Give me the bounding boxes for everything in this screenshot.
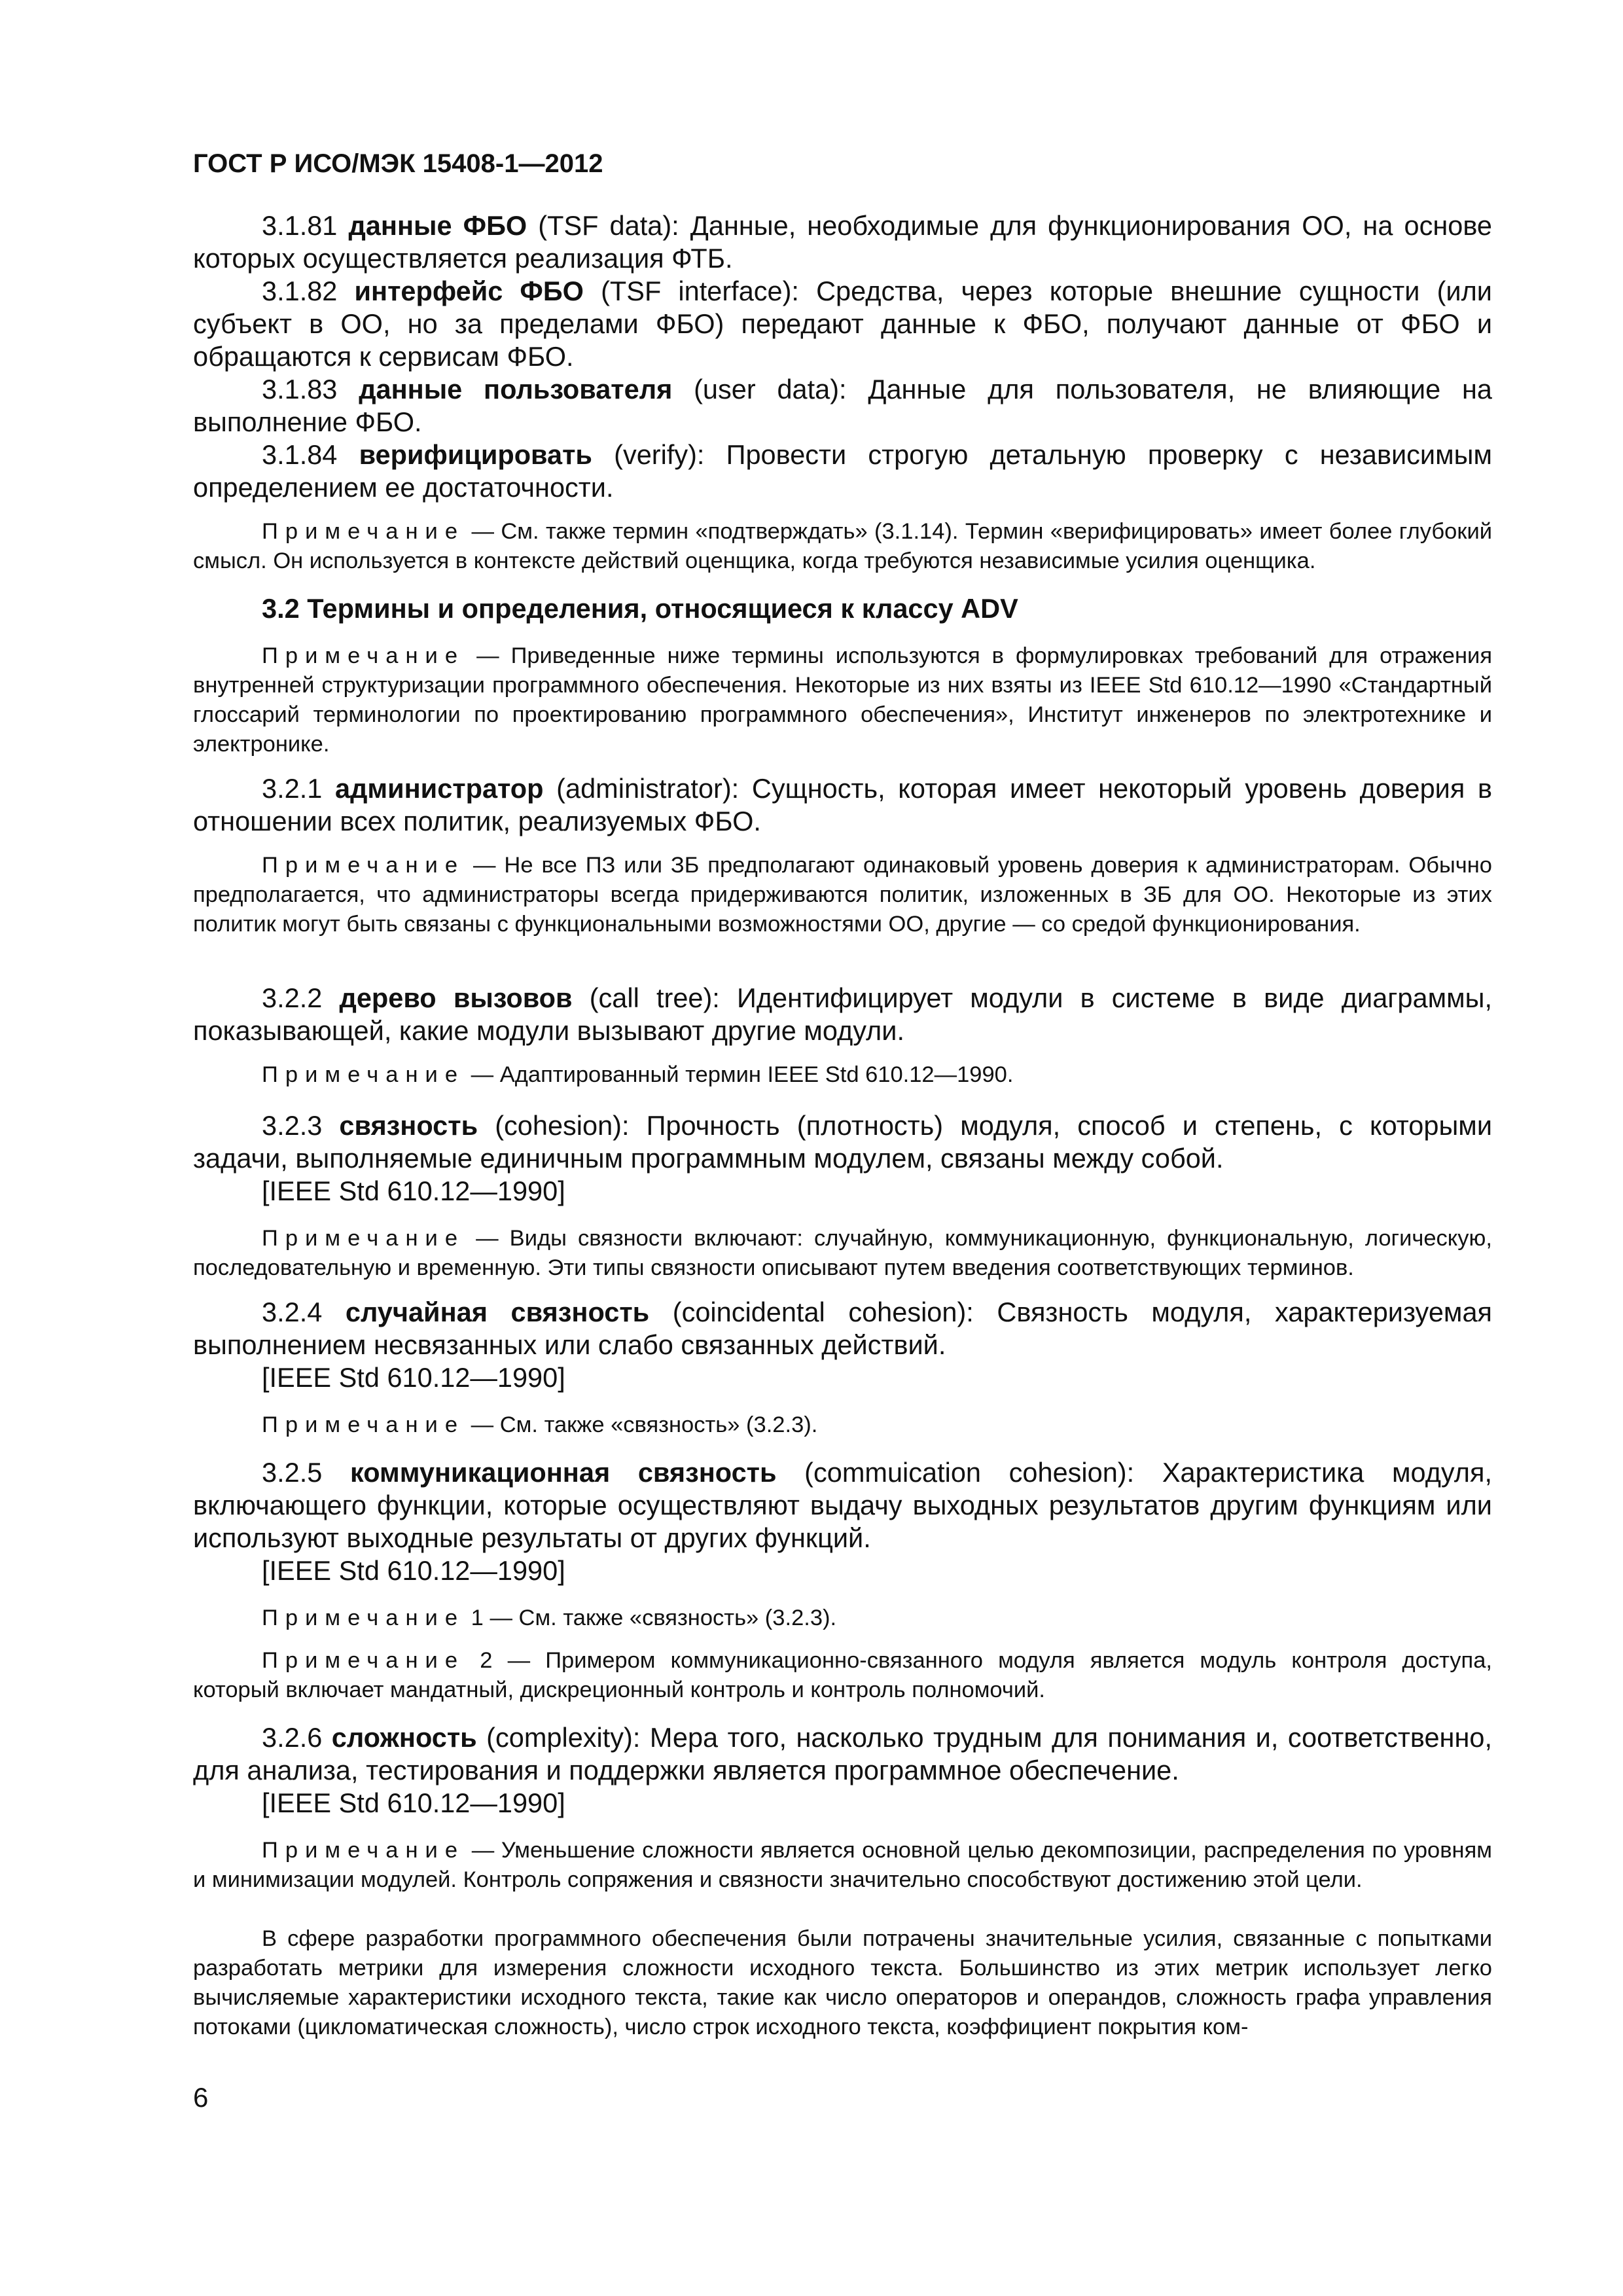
note-3-2-6-paragraph: В сфере разработки программного обеспечения были потрачены значительные усилия, связанные с попытками разработать метрики для измерения сложности исходного текста. Большинство из этих метрик использует легко вычисляемые характеристики исходного текста, такие как число операторов и операндов, сложность графа управления потоками (цикломатическая сложность), число строк исходного текста, коэффициент покрытия ком-: [193, 1926, 1492, 2039]
term-definition: (verify): Провести строгую детальную проверку с независимым определением ее достаточности.: [193, 439, 1493, 503]
note-3-2-3: [193, 1224, 1492, 1283]
term-name: случайная связность: [345, 1297, 650, 1327]
term-3-2-4: [193, 1296, 1492, 1361]
section-heading-3-2: 3.2 Термины и определения, относящиеся к классу ADV: [262, 593, 1018, 624]
note-label: Примечание: [262, 1062, 465, 1087]
note-3-2: [193, 641, 1492, 759]
term-3-2-2: [193, 982, 1492, 1047]
page-number: 6: [193, 2082, 209, 2113]
term-number: 3.1.81: [262, 210, 338, 241]
note-3-2-5-2: [193, 1646, 1492, 1705]
term-number: 3.2.6: [262, 1722, 323, 1753]
term-name: верифицировать: [359, 439, 592, 470]
note-text: — Приведенные ниже термины используются в формулировках требований для отражения внутренней структуризации программного обеспечения. Некоторые из них взяты из IEEE Std 610.12—1990 «Стандартный глоссарий терминологии по проектированию программного обеспечения», Институт инженеров по электротехнике и электронике.: [193, 643, 1492, 757]
term-name: дерево вызовов: [339, 982, 573, 1013]
note-label: Примечание: [262, 1605, 465, 1630]
note-label: Примечание: [262, 1226, 465, 1251]
note-3-2-5-1: [193, 1604, 1492, 1633]
note-3-1-84: [193, 517, 1492, 576]
term-definition: (TSF interface): Средства, через которые внешние сущности (или субъект в ОО, но за пределами ФБО) передают данные к ФБО, получают данные от ФБО и обращаются к сервисам ФБО.: [193, 276, 1492, 372]
term-3-2-3: [193, 1109, 1492, 1175]
term-name: связность: [339, 1110, 478, 1141]
term-name: интерфейс ФБО: [354, 276, 584, 306]
note-3-2-1: [193, 851, 1492, 939]
term-name: сложность: [331, 1722, 477, 1753]
note-text: — Не все ПЗ или ЗБ предполагают одинаковый уровень доверия к администраторам. Обычно предполагается, что администраторы всегда придерживаются политик, изложенных в ЗБ для ОО. Некоторые из этих политик могут быть связаны с функциональными возможностями ОО, другие — со средой функционирования.: [193, 853, 1492, 937]
reference: [IEEE Std 610.12—1990]: [262, 1555, 565, 1586]
note-text: — Адаптированный термин IEEE Std 610.12—1990.: [465, 1062, 1014, 1087]
term-3-1-82: [193, 275, 1492, 373]
document-header: ГОСТ Р ИСО/МЭК 15408-1—2012: [193, 149, 603, 178]
term-3-1-83: [193, 373, 1492, 439]
term-number: 3.2.4: [262, 1297, 323, 1327]
note-label: Примечание: [262, 1648, 465, 1673]
term-definition: (complexity): Мера того, насколько трудным для понимания и, соответственно, для анализа, тестирования и поддержки является программное обеспечение.: [193, 1722, 1492, 1785]
term-3-2-5: [193, 1456, 1492, 1554]
note-text: — См. также «связность» (3.2.3).: [483, 1605, 837, 1630]
term-number: 3.2.2: [262, 982, 323, 1013]
term-3-2-6: [193, 1721, 1492, 1787]
note-text: — Уменьшение сложности является основной целью декомпозиции, распределения по уровням и минимизации модулей. Контроль сопряжения и связности значительно способствуют достижению этой цели.: [193, 1838, 1492, 1892]
term-3-1-84: [193, 439, 1492, 504]
term-name: данные ФБО: [348, 210, 527, 241]
term-definition: (cohesion): Прочность (плотность) модуля, способ и степень, с которыми задачи, выполняемые единичным программным модулем, связаны между собой.: [193, 1110, 1493, 1174]
note-number: 1: [465, 1605, 484, 1630]
term-name: коммуникационная связность: [349, 1457, 777, 1488]
note-text: — Примером коммуникационно-связанного модуля является модуль контроля доступа, который включает мандатный, дискреционный контроль и контроль полномочий.: [193, 1648, 1492, 1702]
note-text: — См. также «связность» (3.2.3).: [465, 1412, 818, 1437]
term-number: 3.1.83: [262, 374, 338, 404]
term-number: 3.2.1: [262, 773, 323, 804]
note-number: 2: [465, 1648, 493, 1673]
term-definition: (coincidental cohesion): Связность модуля, характеризуемая выполнением несвязанных или слабо связанных действий.: [193, 1297, 1492, 1360]
term-number: 3.1.82: [262, 276, 338, 306]
reference: [IEEE Std 610.12—1990]: [262, 1787, 565, 1818]
note-label: Примечание: [262, 1838, 465, 1863]
term-3-2-1: [193, 772, 1492, 838]
term-number: 3.2.5: [262, 1457, 323, 1488]
term-definition: (call tree): Идентифицирует модули в системе в виде диаграммы, показывающей, какие модули вызывают другие модули.: [193, 982, 1492, 1046]
note-label: Примечание: [262, 1412, 465, 1437]
term-definition: (commuication cohesion): Характеристика модуля, включающего функции, которые осуществляют выдачу выходных результатов другим функциям или используют выходные результаты от других функций.: [193, 1457, 1492, 1553]
term-definition: (TSF data): Данные, необходимые для функционирования ОО, на основе которых осуществляется реализация ФТБ.: [193, 210, 1493, 274]
note-label: Примечание: [262, 519, 465, 544]
reference: [IEEE Std 610.12—1990]: [262, 1175, 565, 1206]
term-definition: (administrator): Сущность, которая имеет некоторый уровень доверия в отношении всех политик, реализуемых ФБО.: [193, 773, 1493, 836]
note-label: Примечание: [262, 643, 465, 668]
note-3-2-2: [193, 1060, 1492, 1090]
term-name: администратор: [334, 773, 544, 804]
note-3-2-4: [193, 1410, 1492, 1440]
term-name: данные пользователя: [359, 374, 673, 404]
reference: [IEEE Std 610.12—1990]: [262, 1362, 565, 1393]
term-number: 3.1.84: [262, 439, 338, 470]
term-number: 3.2.3: [262, 1110, 323, 1141]
note-text: — Виды связности включают: случайную, коммуникационную, функциональную, логическую, последовательную и временную. Эти типы связности описывают путем введения соответствующих терминов.: [193, 1226, 1492, 1280]
note-text: — См. также термин «подтверждать» (3.1.14). Термин «верифицировать» имеет более глубокий смысл. Он используется в контексте действий оценщика, когда требуются независимые усилия оценщика.: [193, 519, 1492, 573]
term-definition: (user data): Данные для пользователя, не влияющие на выполнение ФБО.: [193, 374, 1492, 437]
note-label: Примечание: [262, 853, 465, 878]
term-3-1-81: [193, 209, 1492, 275]
note-3-2-6: [193, 1836, 1492, 1895]
